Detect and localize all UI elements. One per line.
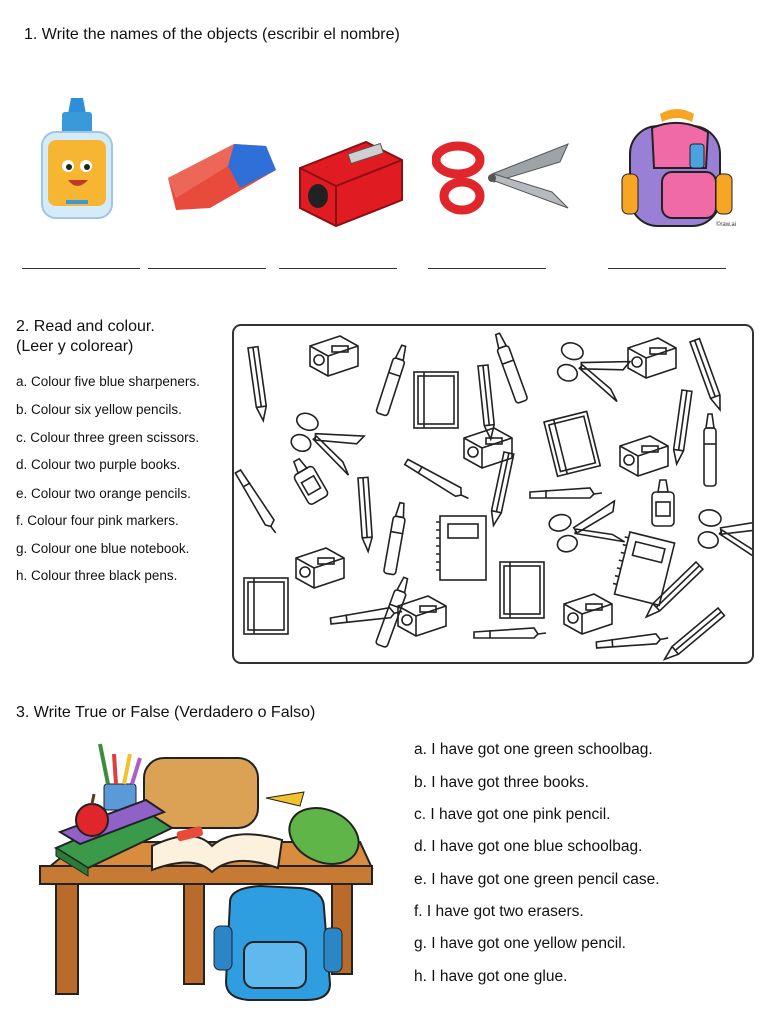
statement-a: a. I have got one green schoolbag. [414,741,653,758]
statement-b: b. I have got three books. [414,774,589,791]
desk-illustration [34,736,380,1006]
section1-title: 1. Write the names of the objects (escribir el nombre) [24,26,400,43]
statement-g: g. I have got one yellow pencil. [414,935,626,952]
answer-line-2[interactable] [148,268,266,269]
statement-e: e. I have got one green pencil case. [414,871,660,888]
statement-f: f. I have got two erasers. [414,903,584,920]
colouring-area[interactable] [232,324,754,664]
answer-line-3[interactable] [279,268,397,269]
instruction-e: e. Colour two orange pencils. [16,486,191,501]
statement-c: c. I have got one pink pencil. [414,806,611,823]
instruction-g: g. Colour one blue notebook. [16,541,190,556]
section2-title: 2. Read and colour. [16,318,155,335]
instruction-d: d. Colour two purple books. [16,457,181,472]
glue-icon [36,96,118,222]
eraser-icon [154,138,280,216]
section2-subtitle: (Leer y colorear) [16,338,134,355]
instruction-a: a. Colour five blue sharpeners. [16,374,200,389]
instruction-h: h. Colour three black pens. [16,568,178,583]
statement-h: h. I have got one glue. [414,968,568,985]
answer-line-1[interactable] [22,268,140,269]
instruction-f: f. Colour four pink markers. [16,513,179,528]
scissors-icon [432,138,572,218]
statement-d: d. I have got one blue schoolbag. [414,838,643,855]
answer-line-4[interactable] [428,268,546,269]
sharpener-icon [296,136,406,228]
schoolbag-icon [620,108,737,232]
colouring-illustration [234,326,752,662]
answer-line-5[interactable] [608,268,726,269]
instruction-b: b. Colour six yellow pencils. [16,402,182,417]
image-credit: ©raw.ai [716,222,737,228]
instruction-c: c. Colour three green scissors. [16,430,200,445]
section3-title: 3. Write True or False (Verdadero o Falso) [16,704,316,721]
